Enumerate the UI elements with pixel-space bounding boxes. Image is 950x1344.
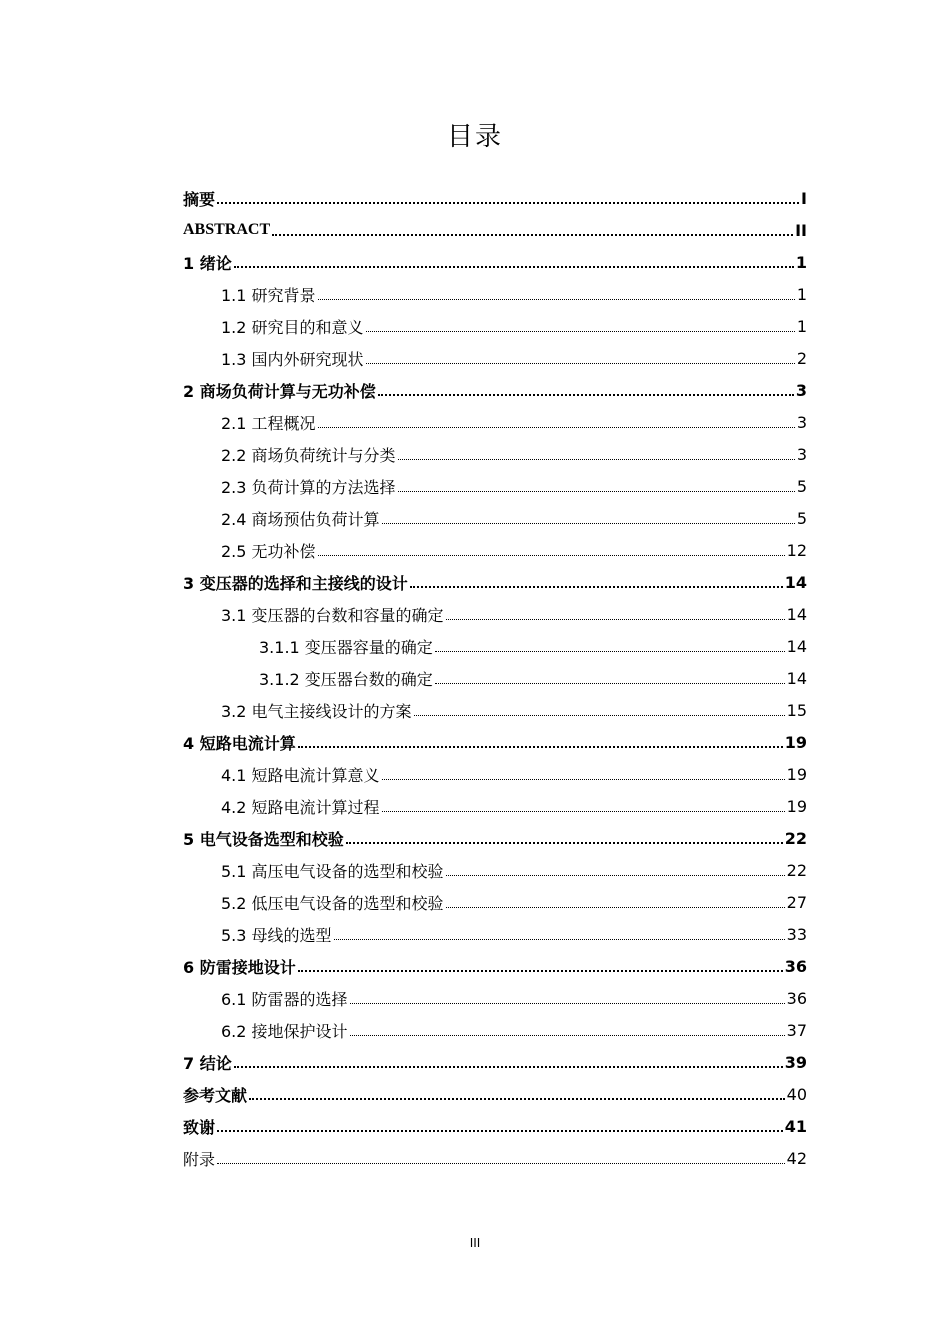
- toc-entry-5-3[interactable]: [183, 918, 807, 950]
- dot-leader: [318, 413, 795, 428]
- dot-leader: [249, 1084, 785, 1100]
- toc-entry-page: 5: [796, 508, 807, 528]
- dot-leader: [298, 732, 783, 748]
- toc-entry-page: 22: [784, 828, 807, 848]
- toc-entry-page: 3: [796, 444, 807, 464]
- toc-entry-chapter-7[interactable]: [183, 1046, 807, 1078]
- toc-entry-page: 41: [784, 1116, 807, 1136]
- toc-entry-page: 15: [786, 700, 807, 720]
- toc-entry-chapter-6[interactable]: [183, 950, 807, 982]
- toc-entry-label: 3.1.1 变压器容量的确定: [259, 637, 433, 657]
- toc-entry-3-2[interactable]: [183, 694, 807, 726]
- toc-entry-5-1[interactable]: [183, 854, 807, 886]
- dot-leader: [446, 605, 785, 620]
- toc-entry-label: 3.2 电气主接线设计的方案: [221, 701, 412, 721]
- table-of-contents: [183, 182, 807, 1174]
- toc-entry-page: 3: [796, 412, 807, 432]
- dot-leader: [217, 1149, 785, 1164]
- page-title: 目录: [446, 122, 503, 152]
- toc-entry-page: 19: [784, 732, 807, 752]
- toc-entry-1-1[interactable]: [183, 278, 807, 310]
- dot-leader: [234, 252, 794, 268]
- toc-entry-page: 14: [784, 572, 807, 592]
- toc-entry-2-5[interactable]: [183, 534, 807, 566]
- dot-leader: [378, 380, 794, 396]
- toc-entry-2-3[interactable]: [183, 470, 807, 502]
- dot-leader: [398, 445, 795, 460]
- toc-entry-label: 参考文献: [183, 1085, 248, 1105]
- toc-entry-label: 4.2 短路电流计算过程: [221, 797, 380, 817]
- toc-entry-page: 12: [786, 540, 807, 560]
- toc-entry-page: 14: [786, 668, 807, 688]
- toc-entry-appendix[interactable]: [183, 1142, 807, 1174]
- toc-entry-page: 40: [786, 1084, 807, 1104]
- toc-entry-label: 2.5 无功补偿: [221, 541, 316, 561]
- dot-leader: [350, 989, 785, 1004]
- toc-entry-label: 3 变压器的选择和主接线的设计: [183, 573, 408, 593]
- toc-entry-label: 5 电气设备选型和校验: [183, 829, 344, 849]
- dot-leader: [346, 828, 783, 844]
- toc-entry-page: 27: [786, 892, 807, 912]
- toc-entry-4-1[interactable]: [183, 758, 807, 790]
- dot-leader: [435, 637, 785, 652]
- toc-entry-2-4[interactable]: [183, 502, 807, 534]
- toc-entry-label: 1 绪论: [183, 253, 232, 273]
- toc-entry-label: 1.1 研究背景: [221, 285, 316, 305]
- dot-leader: [334, 925, 785, 940]
- toc-entry-label: 4 短路电流计算: [183, 733, 296, 753]
- toc-entry-page: 19: [786, 796, 807, 816]
- toc-entry-abstract-cn[interactable]: [183, 182, 807, 214]
- dot-leader: [318, 541, 785, 556]
- toc-entry-page: I: [801, 188, 807, 208]
- dot-leader: [272, 220, 793, 236]
- toc-entry-page: 37: [786, 1020, 807, 1040]
- toc-entry-label: 2 商场负荷计算与无功补偿: [183, 381, 376, 401]
- toc-entry-page: 36: [786, 988, 807, 1008]
- toc-entry-chapter-3[interactable]: [183, 566, 807, 598]
- toc-entry-label: 摘要: [183, 189, 216, 209]
- dot-leader: [366, 317, 795, 332]
- toc-entry-label: 5.2 低压电气设备的选型和校验: [221, 893, 444, 913]
- toc-entry-label: 5.1 高压电气设备的选型和校验: [221, 861, 444, 881]
- dot-leader: [234, 1052, 783, 1068]
- toc-entry-label: 致谢: [183, 1117, 216, 1137]
- toc-entry-6-2[interactable]: [183, 1014, 807, 1046]
- toc-entry-acknowledgements[interactable]: [183, 1110, 807, 1142]
- dot-leader: [446, 893, 785, 908]
- toc-entry-label: 1.2 研究目的和意义: [221, 317, 364, 337]
- dot-leader: [398, 477, 795, 492]
- dot-leader: [410, 572, 783, 588]
- toc-entry-chapter-4[interactable]: [183, 726, 807, 758]
- toc-entry-chapter-2[interactable]: [183, 374, 807, 406]
- dot-leader: [298, 956, 783, 972]
- toc-entry-label: 2.2 商场负荷统计与分类: [221, 445, 396, 465]
- toc-entry-abstract-en[interactable]: [183, 214, 807, 246]
- toc-entry-label: 3.1 变压器的台数和容量的确定: [221, 605, 444, 625]
- toc-entry-label: 6.2 接地保护设计: [221, 1021, 348, 1041]
- toc-entry-page: 33: [786, 924, 807, 944]
- dot-leader: [366, 349, 795, 364]
- dot-leader: [318, 285, 795, 300]
- toc-entry-3-1-2[interactable]: [183, 662, 807, 694]
- toc-entry-page: 1: [796, 284, 807, 304]
- toc-entry-1-3[interactable]: [183, 342, 807, 374]
- toc-entry-page: 14: [786, 636, 807, 656]
- toc-entry-label: 2.1 工程概况: [221, 413, 316, 433]
- toc-entry-page: 5: [796, 476, 807, 496]
- dot-leader: [446, 861, 785, 876]
- toc-entry-page: 2: [796, 348, 807, 368]
- dot-leader: [382, 797, 785, 812]
- dot-leader: [217, 188, 799, 204]
- toc-entry-page: II: [795, 220, 807, 240]
- toc-entry-1-2[interactable]: [183, 310, 807, 342]
- toc-entry-label: 6.1 防雷器的选择: [221, 989, 348, 1009]
- toc-entry-page: 1: [796, 316, 807, 336]
- toc-entry-references[interactable]: [183, 1078, 807, 1110]
- toc-entry-page: 1: [795, 252, 807, 272]
- dot-leader: [382, 765, 785, 780]
- page-number: III: [469, 1236, 481, 1250]
- toc-entry-label: 6 防雷接地设计: [183, 957, 296, 977]
- toc-entry-label: 3.1.2 变压器台数的确定: [259, 669, 433, 689]
- dot-leader: [350, 1021, 785, 1036]
- toc-entry-2-1[interactable]: [183, 406, 807, 438]
- toc-entry-2-2[interactable]: [183, 438, 807, 470]
- toc-entry-page: 3: [795, 380, 807, 400]
- toc-entry-chapter-1[interactable]: [183, 246, 807, 278]
- toc-entry-label: ABSTRACT: [183, 221, 271, 238]
- dot-leader: [414, 701, 785, 716]
- toc-entry-chapter-5[interactable]: [183, 822, 807, 854]
- dot-leader: [217, 1116, 783, 1132]
- toc-entry-6-1[interactable]: [183, 982, 807, 1014]
- toc-entry-3-1[interactable]: [183, 598, 807, 630]
- toc-entry-5-2[interactable]: [183, 886, 807, 918]
- dot-leader: [435, 669, 785, 684]
- toc-entry-page: 39: [784, 1052, 807, 1072]
- toc-entry-label: 2.4 商场预估负荷计算: [221, 509, 380, 529]
- toc-entry-page: 36: [784, 956, 807, 976]
- dot-leader: [382, 509, 795, 524]
- toc-entry-3-1-1[interactable]: [183, 630, 807, 662]
- toc-entry-label: 2.3 负荷计算的方法选择: [221, 477, 396, 497]
- toc-entry-page: 42: [786, 1148, 807, 1168]
- toc-entry-label: 4.1 短路电流计算意义: [221, 765, 380, 785]
- toc-entry-label: 7 结论: [183, 1053, 232, 1073]
- toc-entry-label: 1.3 国内外研究现状: [221, 349, 364, 369]
- toc-entry-label: 附录: [183, 1149, 216, 1169]
- toc-entry-label: 5.3 母线的选型: [221, 925, 332, 945]
- toc-entry-page: 19: [786, 764, 807, 784]
- toc-entry-page: 14: [786, 604, 807, 624]
- toc-entry-4-2[interactable]: [183, 790, 807, 822]
- toc-entry-page: 22: [786, 860, 807, 880]
